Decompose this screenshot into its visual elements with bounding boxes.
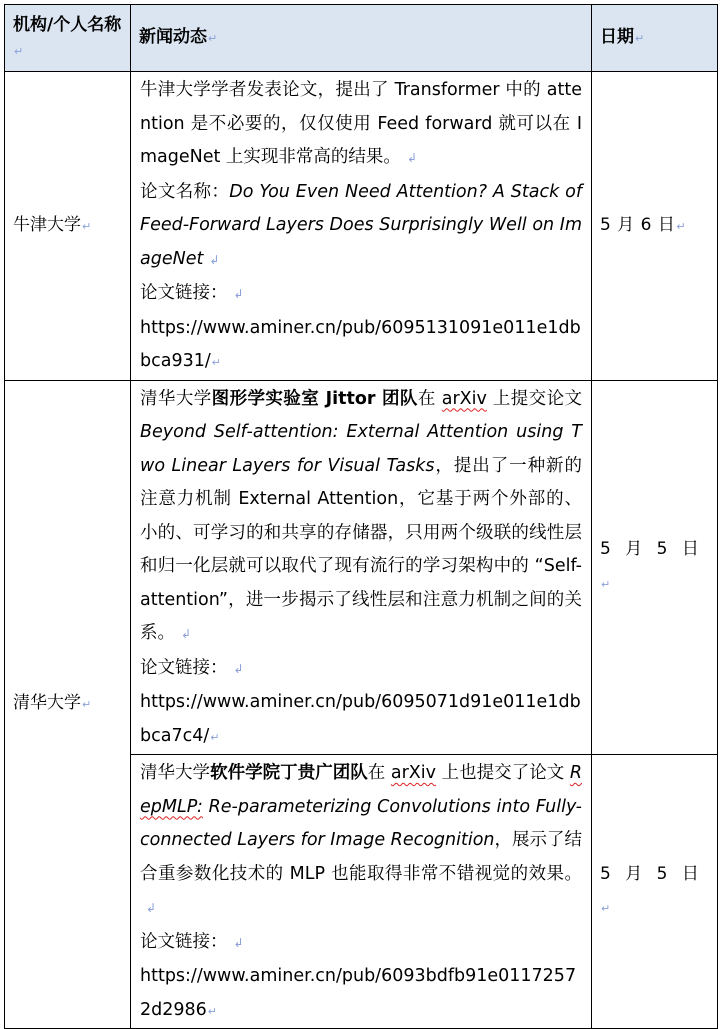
paper-link[interactable]: https://www.aminer.cn/pub/6095071d91e011e1dbbca7c4/↵ [140, 692, 581, 746]
paper-link[interactable]: https://www.aminer.cn/pub/6093bdfb91e01172572d2986↵ [140, 966, 577, 1020]
header-row [5, 5, 718, 72]
date-cell: 5 月 5 日↵ [592, 380, 718, 755]
news-cell [131, 72, 592, 381]
news-text: 牛津大学学者发表论文，提出了 Transformer 中的 attention 是不必要的，仅仅使用 Feed forward 就可以在 ImageNet 上实现非常高的结果。 ↲ [140, 80, 582, 167]
table-row [5, 380, 718, 755]
paper-title: Re-parameterizing Convolutions into Fully-connected Layers for Image Recognition [140, 796, 582, 850]
link-label: 论文链接： ↲ [140, 657, 244, 678]
date-cell: 5 月 6 日↵ [592, 72, 718, 381]
news-cell [131, 380, 592, 755]
table-row [5, 72, 718, 381]
date-cell: 5 月 5 日↵ [592, 755, 718, 1029]
paper-name: 论文名称：Do You Even Need Attention? A Stack of Feed-Forward Layers Does Surprisingly Well on ImageNet ↲ [140, 181, 583, 269]
link-label: 论文链接： ↲ [140, 931, 244, 952]
paper-title-prefix: RepMLP: [140, 763, 583, 817]
header-date: 日期↵ [592, 5, 718, 72]
org-cell: 清华大学↵ [5, 380, 131, 1029]
header-org: 机构/个人名称↵ [5, 5, 131, 72]
paper-link[interactable]: https://www.aminer.cn/pub/6095131091e011e1dbbca931/↵ [140, 317, 581, 371]
org-cell: 牛津大学↵ [5, 72, 131, 381]
news-table [4, 4, 718, 1029]
header-news: 新闻动态↵ [131, 5, 592, 72]
paper-title: Do You Even Need Attention? A Stack of Feed-Forward Layers Does Surprisingly Well on ImageNet [140, 181, 583, 269]
link-label: 论文链接： ↲ [140, 283, 244, 303]
paper-title: Beyond Self-attention: External Attention using Two Linear Layers for Visual Tasks [140, 422, 582, 476]
news-text: 清华大学软件学院丁贵广团队在 arXiv 上也提交了论文 RepMLP: Re-parameterizing Convolutions into Fully-connected Layers for Image Recognition，展示了结合重参数化技术的 MLP 也能取得非常不错视觉的效果。↲ [140, 763, 583, 915]
news-text: 清华大学图形学实验室 Jittor 团队在 arXiv 上提交论文 Beyond Self-attention: External Attention using Two Linear Layers for Visual Tasks，提出了一种新的注意力机制 External Attention，它基于两个外部的、小的、可学习的和共享的存储器，只用两个级联的线性层和归一化层就可以取代了现有流行的学习架构中的 “Self-attention”，进一步揭示了线性层和注意力机制之间的关系。 ↲ [140, 388, 582, 643]
news-cell [131, 755, 592, 1029]
